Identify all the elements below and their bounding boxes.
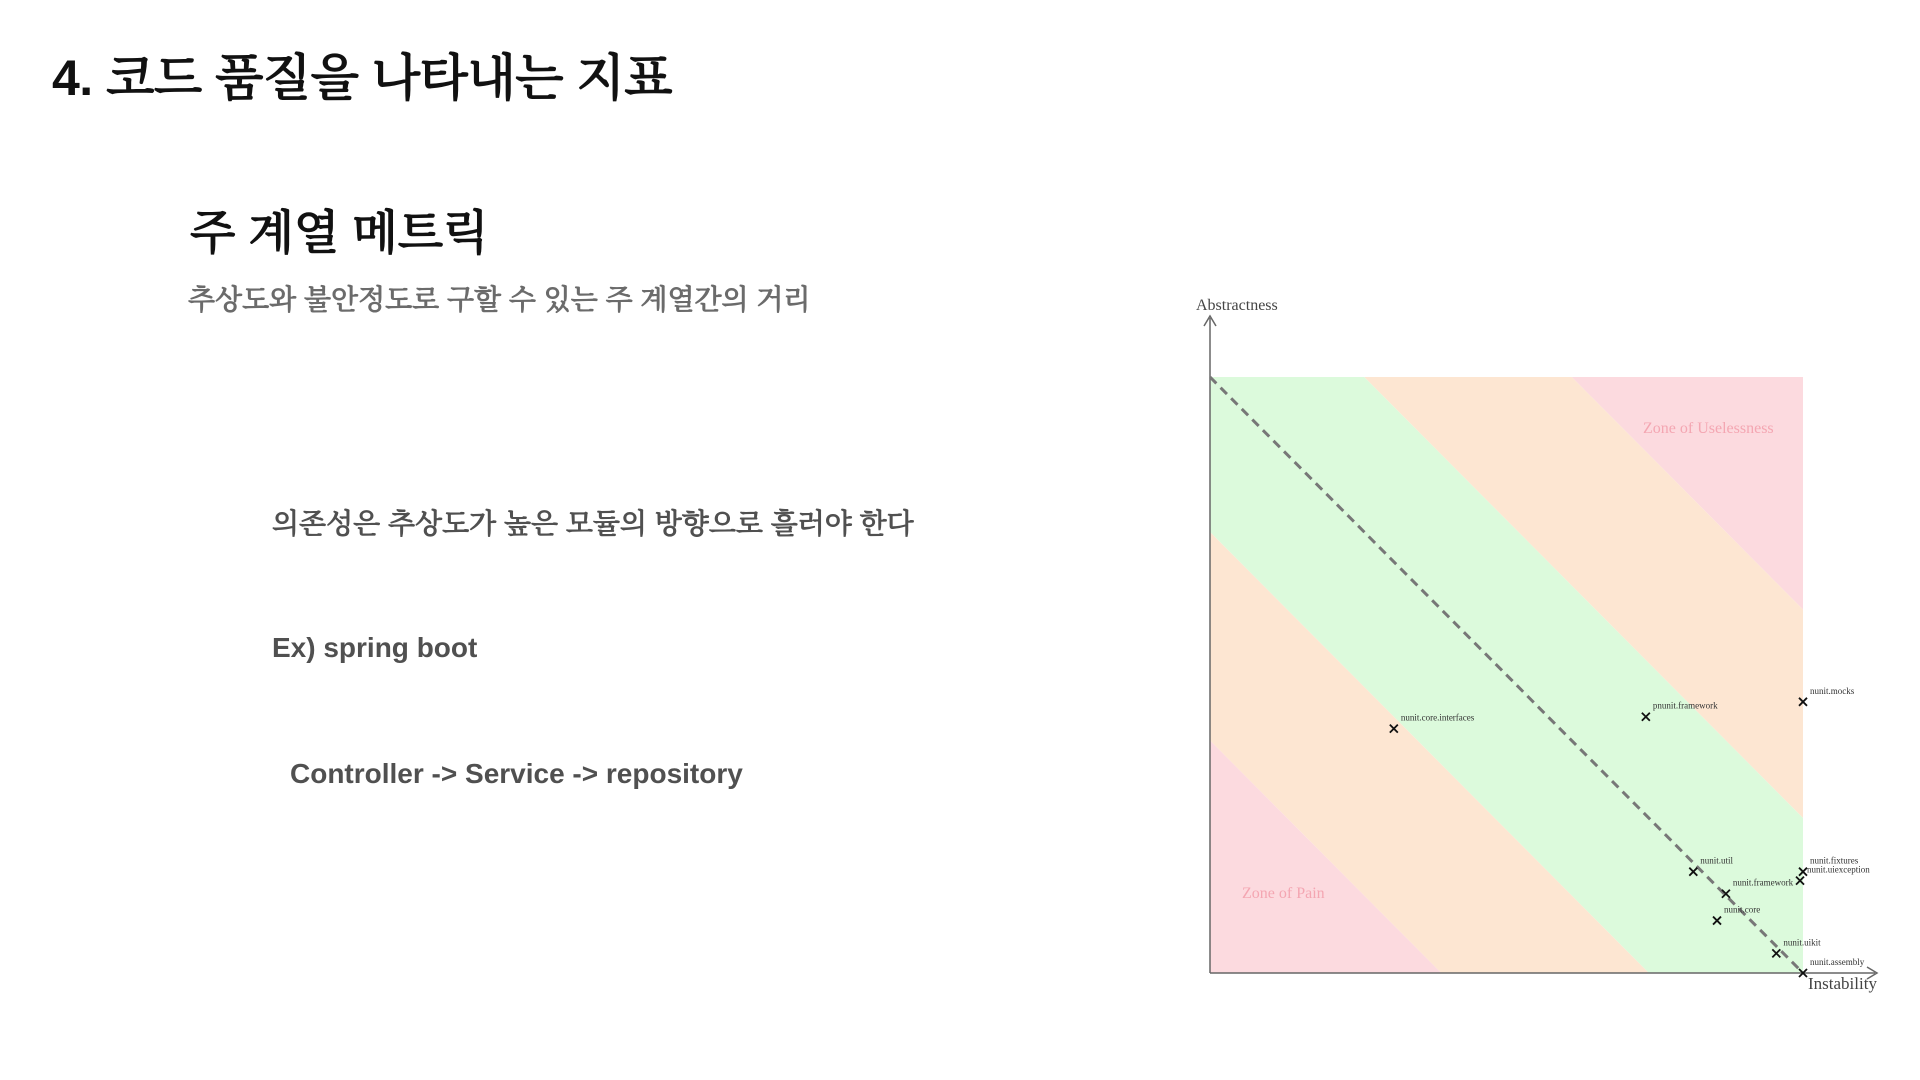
package-label: nunit.core: [1724, 904, 1761, 915]
package-label: pnunit.framework: [1652, 700, 1718, 711]
package-label: nunit.mocks: [1810, 685, 1855, 696]
package-point: [1799, 686, 1855, 706]
x-axis-label: Instability: [1808, 974, 1877, 993]
section-heading: 주 계열 메트릭: [190, 206, 489, 259]
package-point: [1796, 865, 1870, 885]
package-label: nunit.fixtures: [1810, 855, 1859, 866]
package-label: nunit.uikit: [1783, 937, 1821, 948]
section-subtitle: 추상도와 불안정도로 구할 수 있는 주 계열간의 거리: [188, 284, 811, 315]
zone-bands: [1180, 280, 1920, 1020]
zone-uselessness-label: Zone of Uselessness: [1643, 420, 1774, 437]
package-label: nunit.assembly: [1810, 957, 1865, 967]
slide-title: 4. 코드 품질을 나타내는 지표: [52, 50, 673, 106]
package-label: nunit.util: [1700, 855, 1734, 866]
package-label: nunit.uiexception: [1807, 864, 1870, 875]
package-label: nunit.core.interfaces: [1400, 712, 1475, 723]
main-sequence-diagram: [1180, 280, 1920, 1020]
zone-pain-label: Zone of Pain: [1242, 885, 1325, 902]
example-label: Ex) spring boot: [272, 632, 478, 663]
dependency-rule-text: 의존성은 추상도가 높은 모듈의 방향으로 흘러야 한다: [272, 508, 914, 539]
package-label: nunit.framework: [1732, 877, 1794, 888]
example-flow: Controller -> Service -> repository: [290, 758, 743, 789]
main-sequence-svg: [1180, 280, 1920, 1020]
y-axis-label: Abstractness: [1196, 297, 1278, 314]
